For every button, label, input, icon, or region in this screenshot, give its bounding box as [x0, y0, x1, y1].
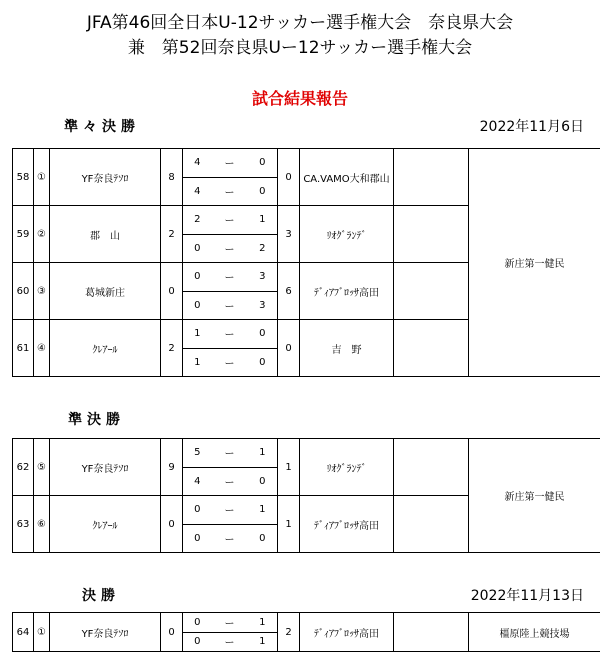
home-team: YF奈良ﾃｿﾛ — [50, 613, 161, 652]
home-score: 0 — [161, 263, 183, 320]
half-away-score: 1 — [248, 613, 278, 633]
half-home-score: 0 — [183, 632, 212, 652]
away-team: ﾘｵｸﾞﾗﾝﾃﾞ — [300, 439, 394, 496]
match-circle-number: ① — [34, 149, 50, 206]
away-team: 吉 野 — [300, 320, 394, 377]
blank-cell — [394, 149, 469, 206]
blank-cell — [394, 496, 469, 553]
half-home-score: 0 — [183, 524, 212, 553]
half-away-score: 1 — [248, 496, 278, 525]
away-score: 3 — [278, 206, 300, 263]
venue: 新庄第一健民 — [469, 439, 600, 553]
results-table — [12, 148, 600, 377]
half-dash: ー — [212, 291, 248, 320]
results-table — [12, 612, 600, 652]
blank-cell — [394, 613, 469, 652]
half-dash: ー — [212, 496, 248, 525]
half-home-score: 0 — [183, 613, 212, 633]
away-score: 2 — [278, 613, 300, 652]
half-dash: ー — [212, 234, 248, 263]
half-away-score: 1 — [248, 632, 278, 652]
half-dash: ー — [212, 467, 248, 496]
half-dash: ー — [212, 149, 248, 178]
half-away-score: 0 — [248, 149, 278, 178]
away-team: CA.VAMO大和郡山 — [300, 149, 394, 206]
half-home-score: 5 — [183, 439, 212, 468]
half-dash: ー — [212, 320, 248, 349]
title-line-2: 兼 第52回奈良県Uー12サッカー選手権大会 — [127, 38, 473, 58]
home-score: 2 — [161, 320, 183, 377]
half-home-score: 1 — [183, 320, 212, 349]
blank-cell — [394, 263, 469, 320]
section-heading: 準々決勝 — [64, 119, 140, 135]
home-team: ｸﾚｱｰﾙ — [50, 320, 161, 377]
home-score: 9 — [161, 439, 183, 496]
match-circle-number: ② — [34, 206, 50, 263]
match-circle-number: ⑤ — [34, 439, 50, 496]
blank-cell — [394, 320, 469, 377]
match-number: 62 — [13, 439, 34, 496]
half-dash: ー — [212, 348, 248, 377]
half-home-score: 4 — [183, 177, 212, 206]
match-number: 61 — [13, 320, 34, 377]
half-away-score: 0 — [248, 348, 278, 377]
half-home-score: 0 — [183, 263, 212, 292]
away-team: ﾃﾞｨｱﾌﾞﾛｯｻ高田 — [300, 496, 394, 553]
half-away-score: 3 — [248, 263, 278, 292]
home-score: 0 — [161, 613, 183, 652]
home-team: 葛城新庄 — [50, 263, 161, 320]
home-team: YF奈良ﾃｿﾛ — [50, 439, 161, 496]
half-away-score: 0 — [248, 177, 278, 206]
title-line-1: JFA第46回全日本U-12サッカー選手権大会 奈良県大会 — [86, 13, 514, 33]
half-dash: ー — [212, 524, 248, 553]
half-away-score: 0 — [248, 467, 278, 496]
table-row — [13, 149, 600, 178]
away-team: ﾃﾞｨｱﾌﾞﾛｯｻ高田 — [300, 613, 394, 652]
away-score: 6 — [278, 263, 300, 320]
report-heading: 試合結果報告 — [251, 89, 348, 108]
half-dash: ー — [212, 439, 248, 468]
half-home-score: 0 — [183, 291, 212, 320]
half-home-score: 0 — [183, 496, 212, 525]
match-number: 64 — [13, 613, 34, 652]
home-team: ｸﾚｱｰﾙ — [50, 496, 161, 553]
match-number: 58 — [13, 149, 34, 206]
half-home-score: 1 — [183, 348, 212, 377]
away-team: ﾘｵｸﾞﾗﾝﾃﾞ — [300, 206, 394, 263]
half-away-score: 0 — [248, 524, 278, 553]
venue: 橿原陸上競技場 — [469, 613, 600, 652]
away-score: 1 — [278, 496, 300, 553]
half-home-score: 0 — [183, 234, 212, 263]
half-home-score: 2 — [183, 206, 212, 235]
section-heading: 決勝 — [82, 588, 120, 604]
half-away-score: 3 — [248, 291, 278, 320]
away-score: 0 — [278, 320, 300, 377]
away-score: 0 — [278, 149, 300, 206]
table-row — [13, 613, 600, 633]
half-away-score: 1 — [248, 439, 278, 468]
half-away-score: 1 — [248, 206, 278, 235]
match-circle-number: ④ — [34, 320, 50, 377]
half-home-score: 4 — [183, 149, 212, 178]
match-number: 63 — [13, 496, 34, 553]
home-score: 2 — [161, 206, 183, 263]
half-away-score: 0 — [248, 320, 278, 349]
match-number: 59 — [13, 206, 34, 263]
results-table — [12, 438, 600, 553]
half-home-score: 4 — [183, 467, 212, 496]
half-dash: ー — [212, 613, 248, 633]
away-team: ﾃﾞｨｱﾌﾞﾛｯｻ高田 — [300, 263, 394, 320]
section-heading: 準決勝 — [68, 412, 125, 428]
home-team: 郡 山 — [50, 206, 161, 263]
section-date: 2022年11月13日 — [470, 588, 584, 604]
home-score: 8 — [161, 149, 183, 206]
match-circle-number: ① — [34, 613, 50, 652]
blank-cell — [394, 439, 469, 496]
half-dash: ー — [212, 632, 248, 652]
half-dash: ー — [212, 263, 248, 292]
home-score: 0 — [161, 496, 183, 553]
match-number: 60 — [13, 263, 34, 320]
section-date: 2022年11月6日 — [479, 119, 584, 135]
half-away-score: 2 — [248, 234, 278, 263]
home-team: YF奈良ﾃｿﾛ — [50, 149, 161, 206]
half-dash: ー — [212, 177, 248, 206]
match-circle-number: ⑥ — [34, 496, 50, 553]
table-row — [13, 439, 600, 468]
blank-cell — [394, 206, 469, 263]
match-circle-number: ③ — [34, 263, 50, 320]
away-score: 1 — [278, 439, 300, 496]
venue: 新庄第一健民 — [469, 149, 600, 377]
half-dash: ー — [212, 206, 248, 235]
